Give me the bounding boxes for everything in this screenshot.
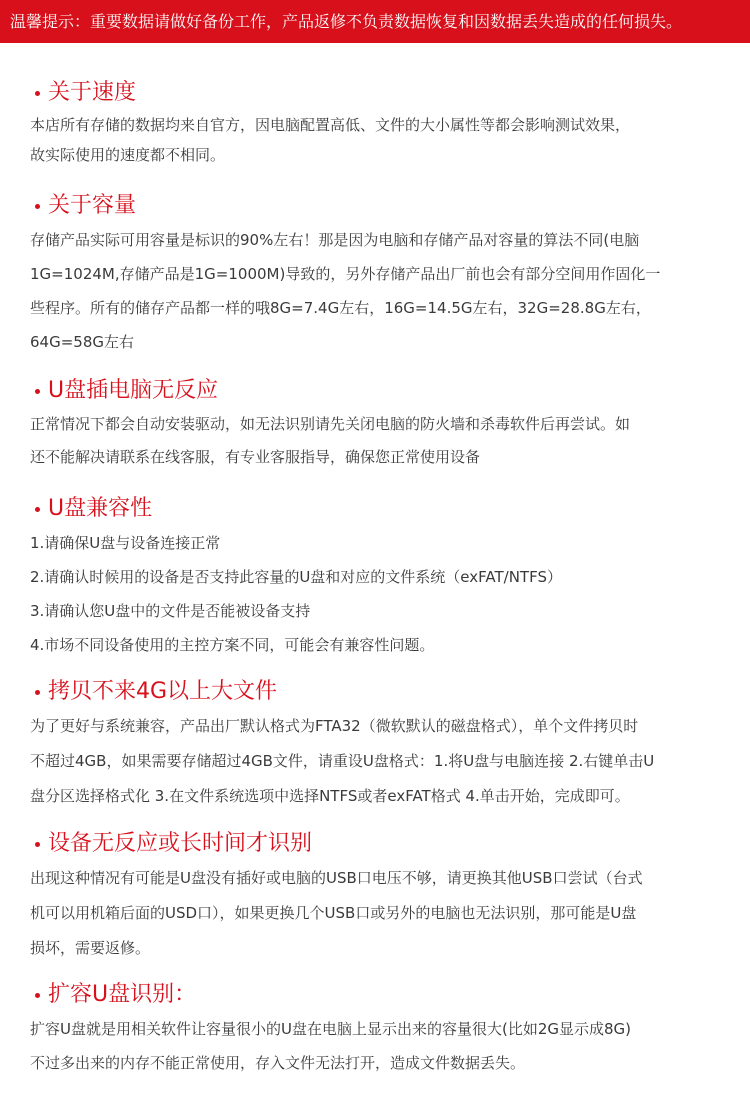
section-body xyxy=(0,526,720,662)
section-title: U盘插电脑无反应 xyxy=(0,374,750,408)
bullet-dot-icon xyxy=(35,507,40,512)
section-capacity xyxy=(0,189,750,359)
section-body xyxy=(0,1012,720,1080)
section-title: 设备无反应或长时间才识别 xyxy=(0,827,750,861)
body-line: 扩容U盘就是用相关软件让容量很小的U盘在电脑上显示出来的容量很大(比如2G显示成8G) xyxy=(30,1020,631,1038)
body-line: 64G=58G左右 xyxy=(30,333,134,351)
section-title: U盘兼容性 xyxy=(0,492,750,526)
body-line: 1G=1024M,存储产品是1G=1000M)导致的，另外存储产品出厂前也会有部分空间用作固化一 xyxy=(30,265,661,283)
body-line: 损坏，需要返修。 xyxy=(30,939,151,957)
bullet-dot-icon xyxy=(35,389,40,394)
bullet-dot-icon xyxy=(35,204,40,209)
body-line: 些程序。所有的储存产品都一样的哦8G=7.4G左右，16G=14.5G左右，32G=28.8G左右， xyxy=(30,299,651,317)
section-body xyxy=(0,709,720,814)
notice-content xyxy=(0,43,750,1109)
body-line: 出现这种情况有可能是U盘没有插好或电脑的USB口电压不够，请更换其他USB口尝试（台式 xyxy=(30,869,643,887)
section-expanded-drive xyxy=(0,978,750,1080)
section-body xyxy=(0,223,720,359)
section-title: 扩容U盘识别： xyxy=(0,978,750,1012)
body-line: 1.请确保U盘与设备连接正常 xyxy=(30,534,221,552)
body-line: 本店所有存储的数据均来自官方，因电脑配置高低、文件的大小属性等都会影响测试效果， xyxy=(30,116,631,134)
section-body xyxy=(0,861,720,966)
section-no-response xyxy=(0,374,750,474)
bullet-dot-icon xyxy=(35,690,40,695)
body-line: 故实际使用的速度都不相同。 xyxy=(30,146,226,164)
body-line: 存储产品实际可用容量是标识的90%左右！那是因为电脑和存储产品对容量的算法不同(电脑 xyxy=(30,231,640,249)
warning-banner-text: 温馨提示：重要数据请做好备份工作，产品返修不负责数据恢复和因数据丢失造成的任何损失。 xyxy=(10,12,683,31)
section-body xyxy=(0,110,720,170)
section-slow-recognition xyxy=(0,827,750,966)
body-line: 4.市场不同设备使用的主控方案不同，可能会有兼容性问题。 xyxy=(30,636,435,654)
bullet-dot-icon xyxy=(35,91,40,96)
body-line: 正常情况下都会自动安装驱动，如无法识别请先关闭电脑的防火墙和杀毒软件后再尝试。如 xyxy=(30,415,631,433)
section-body xyxy=(0,408,720,474)
warning-banner xyxy=(0,0,750,43)
bullet-dot-icon xyxy=(35,993,40,998)
section-compatibility xyxy=(0,492,750,662)
section-speed xyxy=(0,76,750,170)
section-large-files xyxy=(0,675,750,814)
body-line: 3.请确认您U盘中的文件是否能被设备支持 xyxy=(30,602,311,620)
body-line: 2.请确认时候用的设备是否支持此容量的U盘和对应的文件系统（exFAT/NTFS） xyxy=(30,568,562,586)
body-line: 还不能解决请联系在线客服，有专业客服指导，确保您正常使用设备 xyxy=(30,448,481,466)
body-line: 不超过4GB，如果需要存储超过4GB文件，请重设U盘格式：1.将U盘与电脑连接 2.右键单击U xyxy=(30,752,655,770)
body-line: 不过多出来的内存不能正常使用，存入文件无法打开，造成文件数据丢失。 xyxy=(30,1054,526,1072)
body-line: 机可以用机箱后面的USD口），如果更换几个USB口或另外的电脑也无法识别，那可能是U盘 xyxy=(30,904,637,922)
section-title: 拷贝不来4G以上大文件 xyxy=(0,675,750,709)
section-title: 关于容量 xyxy=(0,189,750,223)
section-title: 关于速度 xyxy=(0,76,750,110)
body-line: 为了更好与系统兼容，产品出厂默认格式为FTA32（微软默认的磁盘格式），单个文件拷贝时 xyxy=(30,717,639,735)
bullet-dot-icon xyxy=(35,842,40,847)
body-line: 盘分区选择格式化 3.在文件系统选项中选择NTFS或者exFAT格式 4.单击开始，完成即可。 xyxy=(30,787,630,805)
